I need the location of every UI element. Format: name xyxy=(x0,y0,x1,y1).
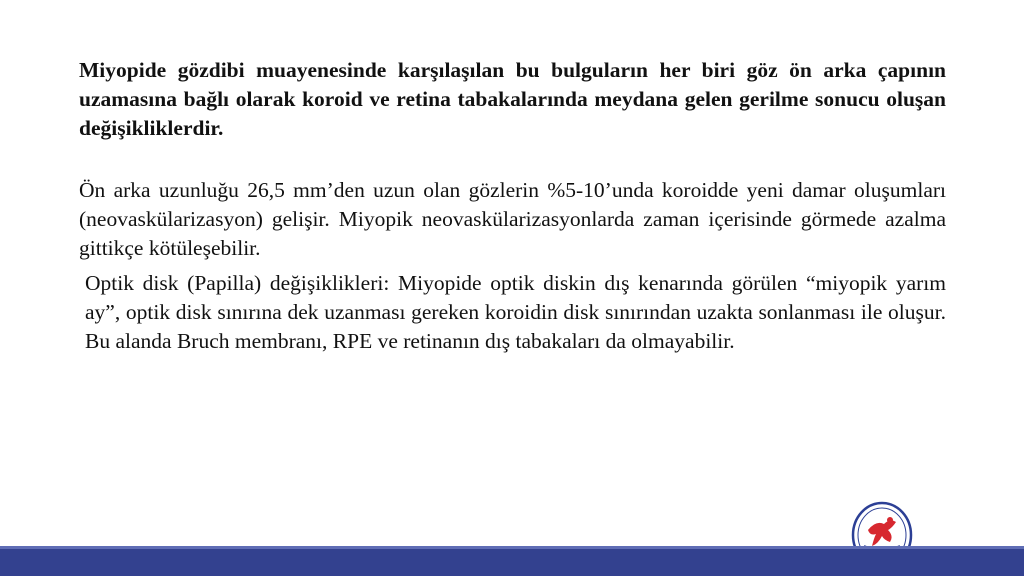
slide-content xyxy=(79,56,946,356)
footer-band xyxy=(0,546,1024,576)
paragraph-spacer xyxy=(79,143,946,176)
neovascularization-paragraph: Ön arka uzunluğu 26,5 mm’den uzun olan gözlerin %5-10’unda koroidde yeni damar oluşumları (neovaskülarizasyon) gelişir. Miyopik neovaskülarizasyonlarda zaman içerisinde görmede azalma gittikçe kötüleşebilir. xyxy=(79,178,946,260)
intro-paragraph: Miyopide gözdibi muayenesinde karşılaşılan bu bulguların her biri göz ön arka çapının uzamasına bağlı olarak koroid ve retina tabakalarında meydana gelen gerilme sonucu oluşan değişikliklerdir. xyxy=(79,58,946,140)
optic-disk-paragraph: Optik disk (Papilla) değişiklikleri: Miyopide optik diskin dış kenarında görülen “miyopik yarım ay”, optik disk sınırına dek uzanması gereken koroidin disk sınırından uzakta sonlanması ile oluşur. Bu alanda Bruch membranı, RPE ve retinanın dış tabakaları da olmayabilir. xyxy=(85,271,946,353)
footer-stripe xyxy=(0,546,1024,549)
